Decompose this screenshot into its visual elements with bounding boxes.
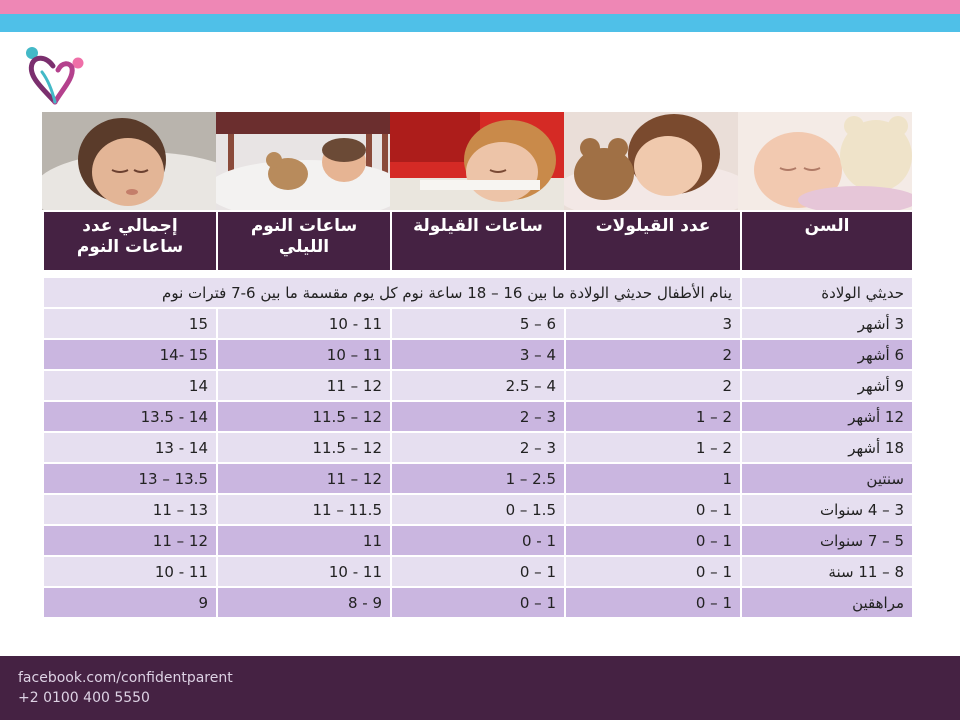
age-cell: سنتين — [741, 463, 913, 494]
nap-hours-cell: 2 – 3 — [391, 401, 565, 432]
nap-hours-cell: 0 – 1 — [391, 587, 565, 618]
night-hours-cell: 10 – 11 — [217, 339, 391, 370]
age-cell: 5 – 7 سنوات — [741, 525, 913, 556]
top-stripe-pink — [0, 0, 960, 14]
newborn-with-teddy-photo — [738, 112, 912, 210]
table-row — [43, 370, 913, 401]
naps-cell: 2 — [565, 339, 741, 370]
nap-hours-cell: 0 - 1 — [391, 525, 565, 556]
total-hours-cell: 13.5 - 14 — [43, 401, 217, 432]
age-cell: 3 – 4 سنوات — [741, 494, 913, 525]
table-header-row — [43, 211, 913, 271]
age-cell: 8 – 11 سنة — [741, 556, 913, 587]
naps-cell: 1 — [565, 463, 741, 494]
newborn-note: ينام الأطفال حديثي الولادة ما بين 16 – 18 ساعة نوم كل يوم مقسمة ما بين 6-7 فترات نوم — [43, 277, 741, 308]
table-row — [43, 556, 913, 587]
total-hours-cell: 11 – 12 — [43, 525, 217, 556]
age-cell: 12 أشهر — [741, 401, 913, 432]
night-hours-cell: 11 – 11.5 — [217, 494, 391, 525]
footer-bar — [0, 656, 960, 720]
phone-number: +2 0100 400 5550 — [18, 690, 150, 706]
nap-hours-cell: 0 – 1.5 — [391, 494, 565, 525]
age-cell: 9 أشهر — [741, 370, 913, 401]
table-row — [43, 525, 913, 556]
header-age: السن — [741, 211, 913, 271]
night-hours-cell: 10 - 11 — [217, 308, 391, 339]
nap-hours-cell: 0 – 1 — [391, 556, 565, 587]
night-hours-cell: 11 – 12 — [217, 463, 391, 494]
age-cell: حديثي الولادة — [741, 277, 913, 308]
table-row — [43, 339, 913, 370]
header-nap-hours: ساعات القيلولة — [391, 211, 565, 271]
sleep-hours-table — [42, 210, 914, 619]
total-hours-cell: 14 — [43, 370, 217, 401]
naps-cell: 0 – 1 — [565, 587, 741, 618]
header-nap-count: عدد القيلولات — [565, 211, 741, 271]
night-hours-cell: 11 — [217, 525, 391, 556]
table-row-newborn — [43, 277, 913, 308]
naps-cell: 0 – 1 — [565, 556, 741, 587]
heart-people-logo-icon — [22, 44, 88, 106]
nap-hours-cell: 2 – 3 — [391, 432, 565, 463]
table-row — [43, 463, 913, 494]
table-row — [43, 432, 913, 463]
naps-cell: 1 – 2 — [565, 401, 741, 432]
nap-hours-cell: 2.5 – 4 — [391, 370, 565, 401]
girl-sleeping-with-bear-photo — [564, 112, 738, 210]
table-row — [43, 401, 913, 432]
table-row — [43, 587, 913, 618]
night-hours-cell: 11 – 12 — [217, 370, 391, 401]
night-hours-cell: 11.5 – 12 — [217, 432, 391, 463]
age-cell: 3 أشهر — [741, 308, 913, 339]
naps-cell: 0 – 1 — [565, 525, 741, 556]
nap-hours-cell: 1 – 2.5 — [391, 463, 565, 494]
total-hours-cell: 11 – 13 — [43, 494, 217, 525]
naps-cell: 3 — [565, 308, 741, 339]
total-hours-cell: 14- 15 — [43, 339, 217, 370]
header-total-hours: إجمالي عدد ساعات النوم — [43, 211, 217, 271]
total-hours-cell: 13 – 13.5 — [43, 463, 217, 494]
total-hours-cell: 10 - 11 — [43, 556, 217, 587]
total-hours-cell: 15 — [43, 308, 217, 339]
night-hours-cell: 11.5 – 12 — [217, 401, 391, 432]
night-hours-cell: 10 - 11 — [217, 556, 391, 587]
total-hours-cell: 9 — [43, 587, 217, 618]
total-hours-cell: 13 - 14 — [43, 432, 217, 463]
table-row — [43, 308, 913, 339]
naps-cell: 1 – 2 — [565, 432, 741, 463]
age-cell: 18 أشهر — [741, 432, 913, 463]
boy-sleeping-on-pillow-photo — [42, 112, 216, 210]
facebook-link[interactable]: facebook.com/confidentparent — [18, 670, 233, 686]
age-cell: 6 أشهر — [741, 339, 913, 370]
night-hours-cell: 8 - 9 — [217, 587, 391, 618]
photo-strip — [42, 112, 912, 210]
toddler-sleeping-in-crib-photo — [216, 112, 390, 210]
nap-hours-cell: 5 – 6 — [391, 308, 565, 339]
top-stripe-blue — [0, 14, 960, 32]
naps-cell: 0 – 1 — [565, 494, 741, 525]
naps-cell: 2 — [565, 370, 741, 401]
header-night-hours: ساعات النوم الليلي — [217, 211, 391, 271]
boy-napping-on-book-photo — [390, 112, 564, 210]
table-row — [43, 494, 913, 525]
age-cell: مراهقين — [741, 587, 913, 618]
nap-hours-cell: 3 – 4 — [391, 339, 565, 370]
